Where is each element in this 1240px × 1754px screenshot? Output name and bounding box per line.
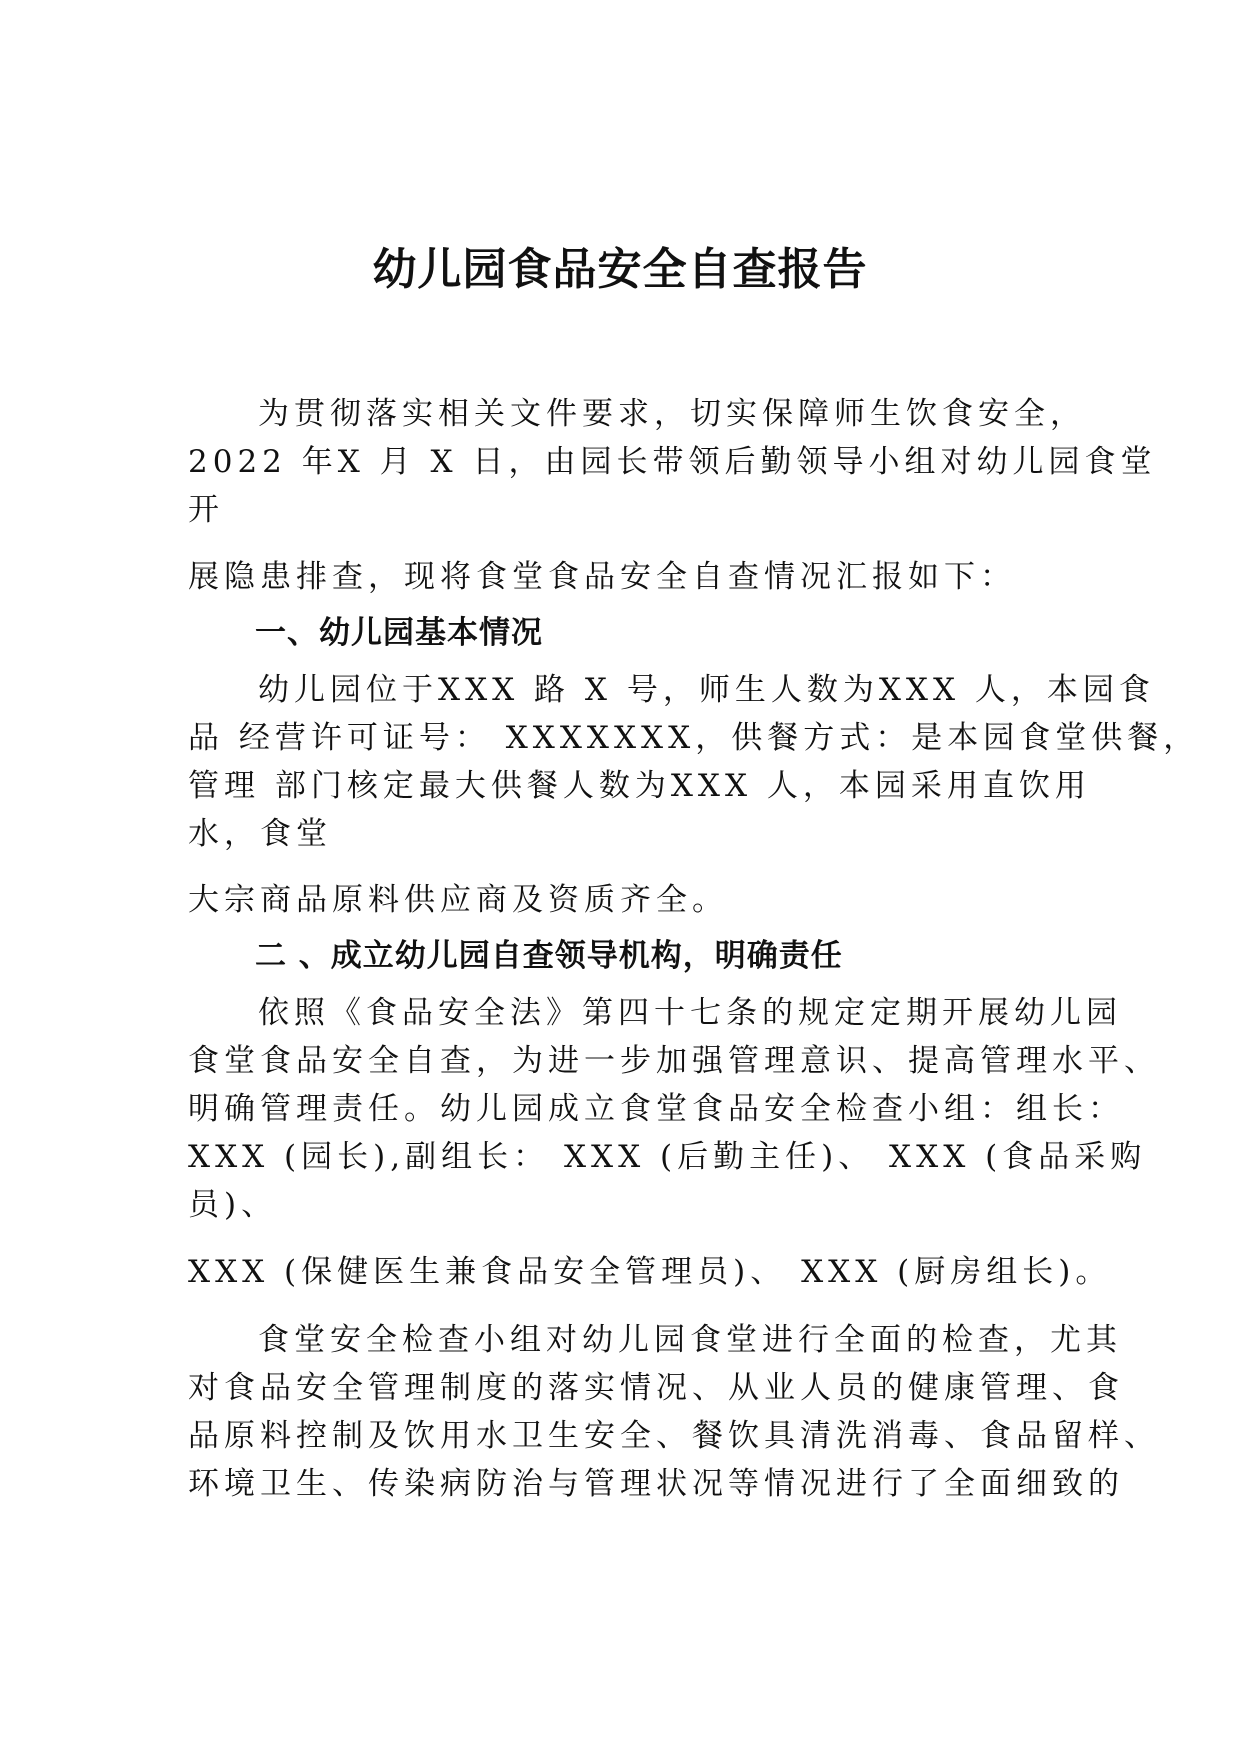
section1-line-3: 管理 部门核定最大供餐人数为XXX 人，本园采用直饮用 [188, 768, 1091, 804]
section2-line-4: XXX (园长),副组长： XXX (后勤主任)、 XXX (食品采购 [188, 1139, 1147, 1175]
section1-heading: 一、幼儿园基本情况 [255, 615, 543, 651]
intro-line-1: 为贯彻落实相关文件要求，切实保障师生饮食安全， [258, 396, 1086, 432]
section1-line-5: 大宗商品原料供应商及资质齐全。 [188, 882, 728, 918]
section2-line-2: 食堂食品安全自查，为进一步加强管理意识、提高管理水平、 [188, 1043, 1160, 1079]
section2-line-6: XXX (保健医生兼食品安全管理员)、 XXX (厨房组长)。 [188, 1254, 1112, 1290]
section2-para2-line-1: 食堂安全检查小组对幼儿园食堂进行全面的检查，尤其 [258, 1322, 1122, 1358]
section2-para2-line-3: 品原料控制及饮用水卫生安全、餐饮具清洗消毒、食品留样、 [188, 1418, 1160, 1454]
intro-line-4: 展隐患排查，现将食堂食品安全自查情况汇报如下： [188, 559, 1016, 595]
document-title: 幼儿园食品安全自查报告 [372, 244, 868, 295]
section2-para2-line-2: 对食品安全管理制度的落实情况、从业人员的健康管理、食 [188, 1370, 1124, 1406]
section2-line-1: 依照《食品安全法》第四十七条的规定定期开展幼儿园 [258, 995, 1122, 1031]
intro-line-2: 2022 年X 月 X 日，由园长带领后勤领导小组对幼儿园食堂 [188, 444, 1157, 480]
section1-line-4: 水，食堂 [188, 816, 332, 852]
section2-para2-line-4: 环境卫生、传染病防治与管理状况等情况进行了全面细致的 [188, 1466, 1124, 1502]
intro-line-3: 开 [188, 492, 224, 528]
section2-line-3: 明确管理责任。幼儿园成立食堂食品安全检查小组：组长： [188, 1091, 1124, 1127]
section2-heading: 二 、成立幼儿园自查领导机构，明确责任 [255, 938, 843, 974]
section1-line-1: 幼儿园位于XXX 路 X 号，师生人数为XXX 人，本园食 [258, 672, 1155, 708]
section2-line-5: 员)、 [188, 1187, 278, 1223]
section1-line-2: 品 经营许可证号： XXXXXXX，供餐方式：是本园食堂供餐， [188, 720, 1200, 756]
